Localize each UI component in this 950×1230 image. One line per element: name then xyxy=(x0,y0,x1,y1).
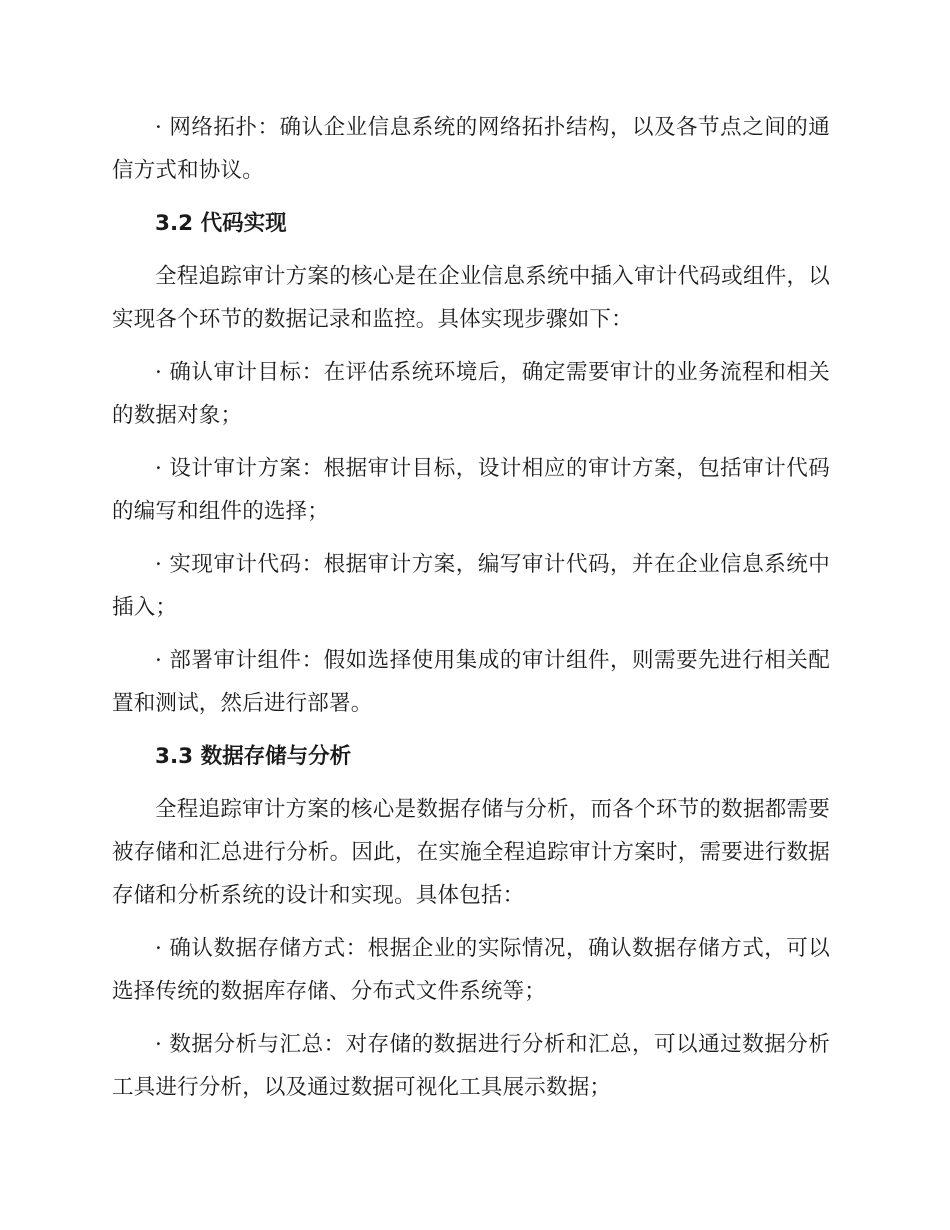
paragraph-storage-intro: 全程追踪审计方案的核心是数据存储与分析，而各个环节的数据都需要被存储和汇总进行分析。因此，在实施全程追踪审计方案时，需要进行数据存储和分析系统的设计和实现。具体包括： xyxy=(112,797,830,908)
paragraph-confirm-storage-method: · 确认数据存储方式：根据企业的实际情况，确认数据存储方式，可以选择传统的数据库存储、分布式文件系统等； xyxy=(112,936,830,1004)
paragraph-code-intro: 全程追踪审计方案的核心是在企业信息系统中插入审计代码或组件，以实现各个环节的数据记录和监控。具体实现步骤如下： xyxy=(112,264,830,332)
paragraph-data-analysis-summary: · 数据分析与汇总：对存储的数据进行分析和汇总，可以通过数据分析工具进行分析，以及通过数据可视化工具展示数据； xyxy=(112,1032,830,1100)
section-heading-data-storage-analysis: 3.3 数据存储与分析 xyxy=(155,744,352,769)
section-heading-code-implementation: 3.2 代码实现 xyxy=(155,211,287,236)
paragraph-network-topology: · 网络拓扑：确认企业信息系统的网络拓扑结构，以及各节点之间的通信方式和协议。 xyxy=(112,115,830,183)
paragraph-confirm-audit-goal: · 确认审计目标：在评估系统环境后，确定需要审计的业务流程和相关的数据对象； xyxy=(112,360,830,428)
paragraph-design-audit-plan: · 设计审计方案：根据审计目标，设计相应的审计方案，包括审计代码的编写和组件的选择； xyxy=(112,456,830,524)
paragraph-deploy-audit-component: · 部署审计组件：假如选择使用集成的审计组件，则需要先进行相关配置和测试，然后进行部署。 xyxy=(112,648,830,716)
document-page xyxy=(112,106,830,1119)
paragraph-implement-audit-code: · 实现审计代码：根据审计方案，编写审计代码，并在企业信息系统中插入； xyxy=(112,552,830,620)
